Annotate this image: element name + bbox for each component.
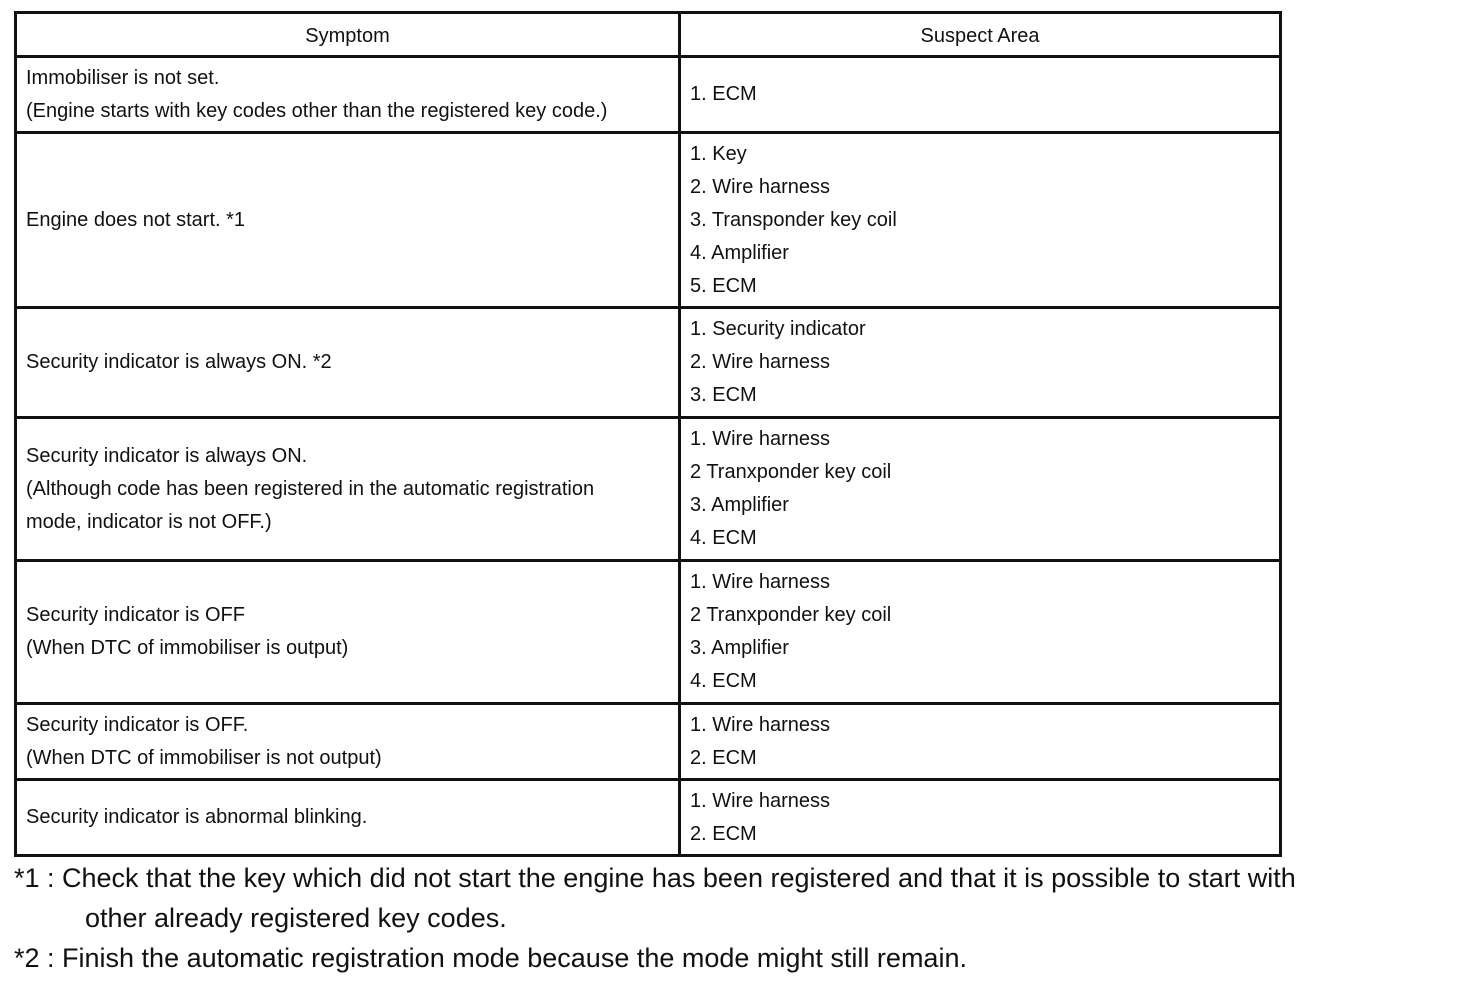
suspect-line: 3. ECM xyxy=(690,384,757,406)
table-row xyxy=(16,418,1281,561)
symptom-cell xyxy=(16,57,680,133)
footnote-1-line1: *1 : Check that the key which did not start the engine has been registered and that it is possible to start with xyxy=(14,863,1296,893)
symptom-line: (Although code has been registered in the automatic registration xyxy=(26,477,595,500)
suspect-cell xyxy=(680,133,1281,308)
table-row xyxy=(16,780,1281,856)
symptom-line: Security indicator is always ON. *2 xyxy=(26,351,332,373)
suspect-cell xyxy=(680,57,1281,133)
suspect-line: 2. ECM xyxy=(690,822,757,845)
symptom-line: Engine does not start. *1 xyxy=(26,208,246,231)
suspect-line: 1. Security indicator xyxy=(690,318,866,340)
suspect-cell xyxy=(680,308,1281,418)
symptom-line: (When DTC of immobiliser is not output) xyxy=(26,746,382,769)
suspect-line: 1. Key xyxy=(690,142,747,165)
suspect-line: 4. ECM xyxy=(690,670,757,692)
header-suspect-area: Suspect Area xyxy=(680,13,1281,57)
table-row xyxy=(16,561,1281,704)
table-row xyxy=(16,308,1281,418)
suspect-line: 2. ECM xyxy=(690,746,757,769)
suspect-cell xyxy=(680,780,1281,856)
symptom-line: (When DTC of immobiliser is output) xyxy=(26,637,349,659)
suspect-line: 3. Amplifier xyxy=(690,637,789,659)
suspect-line: 4. ECM xyxy=(690,527,757,549)
symptom-line: Security indicator is OFF. xyxy=(26,713,249,736)
suspect-line: 2. Wire harness xyxy=(690,351,831,373)
footnote-2: *2 : Finish the automatic registration mode because the mode might still remain. xyxy=(14,943,967,973)
table-row xyxy=(16,57,1281,133)
suspect-line: 3. Transponder key coil xyxy=(690,208,897,231)
symptom-line: Security indicator is OFF xyxy=(26,604,245,626)
suspect-line: 1. Wire harness xyxy=(690,789,831,812)
footnote-1-line2: other already registered key codes. xyxy=(85,903,507,933)
suspect-line: 2. Wire harness xyxy=(690,175,831,198)
suspect-cell xyxy=(680,704,1281,780)
suspect-line: 2 Tranxponder key coil xyxy=(690,604,892,626)
footnotes xyxy=(14,858,1464,978)
symptom-cell xyxy=(16,418,680,561)
symptom-line: (Engine starts with key codes other than the registered key code.) xyxy=(26,99,608,122)
symptom-line: mode, indicator is not OFF.) xyxy=(26,510,272,533)
header-symptom: Symptom xyxy=(16,13,680,57)
suspect-line: 2 Tranxponder key coil xyxy=(690,461,892,483)
symptom-line: Security indicator is always ON. xyxy=(26,444,308,467)
symptom-line: Immobiliser is not set. xyxy=(26,66,220,89)
suspect-line: 1. ECM xyxy=(690,83,757,105)
symptom-line: Security indicator is abnormal blinking. xyxy=(26,806,368,828)
suspect-line: 3. Amplifier xyxy=(690,494,789,516)
symptom-cell xyxy=(16,704,680,780)
suspect-cell xyxy=(680,418,1281,561)
table-row xyxy=(16,133,1281,308)
symptom-cell xyxy=(16,133,680,308)
symptom-cell xyxy=(16,308,680,418)
suspect-line: 1. Wire harness xyxy=(690,713,831,736)
suspect-line: 1. Wire harness xyxy=(690,428,831,450)
symptom-cell xyxy=(16,561,680,704)
suspect-line: 4. Amplifier xyxy=(690,241,789,264)
symptom-table xyxy=(14,11,1282,857)
suspect-line: 1. Wire harness xyxy=(690,571,831,593)
suspect-line: 5. ECM xyxy=(690,274,757,297)
suspect-cell xyxy=(680,561,1281,704)
table-header-row xyxy=(16,13,1281,57)
table-row xyxy=(16,704,1281,780)
symptom-cell xyxy=(16,780,680,856)
